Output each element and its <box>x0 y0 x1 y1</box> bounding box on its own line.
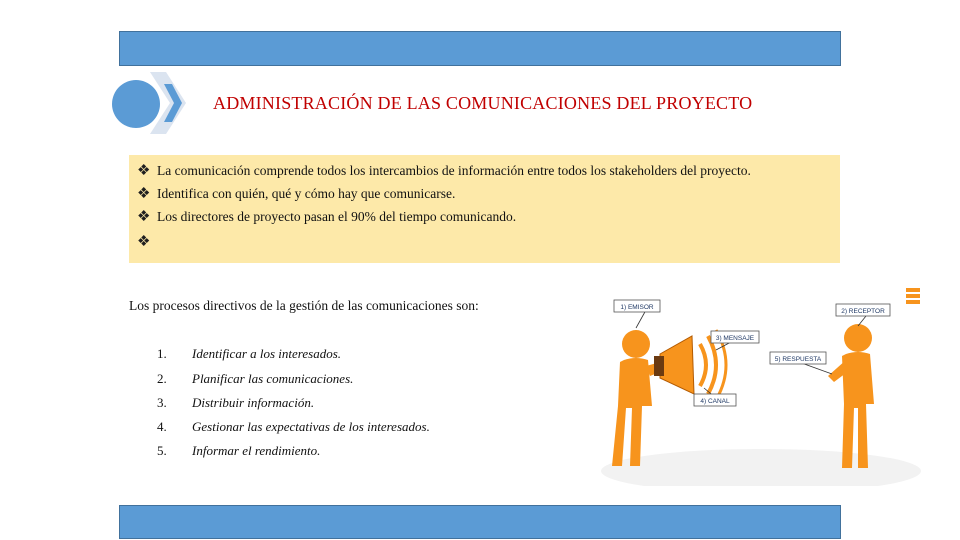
decorative-mark-icon <box>906 288 920 304</box>
label-respuesta <box>770 352 826 364</box>
process-number: 5. <box>157 443 167 458</box>
receiver-figure <box>828 324 874 468</box>
top-banner-bar <box>119 31 841 66</box>
bullet-item <box>137 232 157 251</box>
bullet-item: ❖ La comunicación comprende todos los intercambios de información entre todos los stakeholders del proyecto. <box>137 163 751 179</box>
label-mensaje <box>711 331 759 343</box>
process-number: 3. <box>157 395 167 410</box>
process-item: Gestionar las expectativas de los interesados. <box>192 419 430 434</box>
process-number: 4. <box>157 419 167 434</box>
process-item: Identificar a los interesados. <box>192 346 342 361</box>
diamond-bullet-icon: ❖ <box>137 234 151 250</box>
diamond-bullet-icon: ❖ <box>137 186 151 202</box>
chevron-right-icon <box>150 72 190 134</box>
label-receptor <box>836 304 890 316</box>
sender-figure <box>612 330 670 466</box>
process-item: Distribuir información. <box>192 395 315 410</box>
svg-text:5) RESPUESTA: 5) RESPUESTA <box>774 356 822 363</box>
bullet-item: ❖ Identifica con quién, qué y cómo hay que comunicarse. <box>137 186 456 202</box>
ground-shadow <box>601 449 921 486</box>
svg-text:4) CANAL: 4) CANAL <box>700 398 730 405</box>
processes-intro-text: Los procesos directivos de la gestión de las comunicaciones son: <box>129 298 479 313</box>
process-item: Planificar las comunicaciones. <box>192 371 354 386</box>
label-emisor <box>614 300 660 312</box>
diamond-bullet-icon: ❖ <box>137 209 151 225</box>
slide-title: ADMINISTRACIÓN DE LAS COMUNICACIONES DEL PROYECTO <box>213 93 753 113</box>
process-number: 1. <box>157 346 167 361</box>
diamond-bullet-icon: ❖ <box>137 163 151 179</box>
svg-text:2) RECEPTOR: 2) RECEPTOR <box>841 308 885 315</box>
process-number: 2. <box>157 371 167 386</box>
svg-text:1) EMISOR: 1) EMISOR <box>620 304 654 311</box>
process-item: Informar el rendimiento. <box>192 443 321 458</box>
svg-text:3) MENSAJE: 3) MENSAJE <box>715 335 755 342</box>
bullet-list-box <box>129 155 840 263</box>
label-canal <box>694 394 736 406</box>
bottom-banner-bar <box>119 505 841 539</box>
bullet-item: ❖ Los directores de proyecto pasan el 90% del tiempo comunicando. <box>137 209 517 225</box>
communication-illustration <box>596 286 926 486</box>
